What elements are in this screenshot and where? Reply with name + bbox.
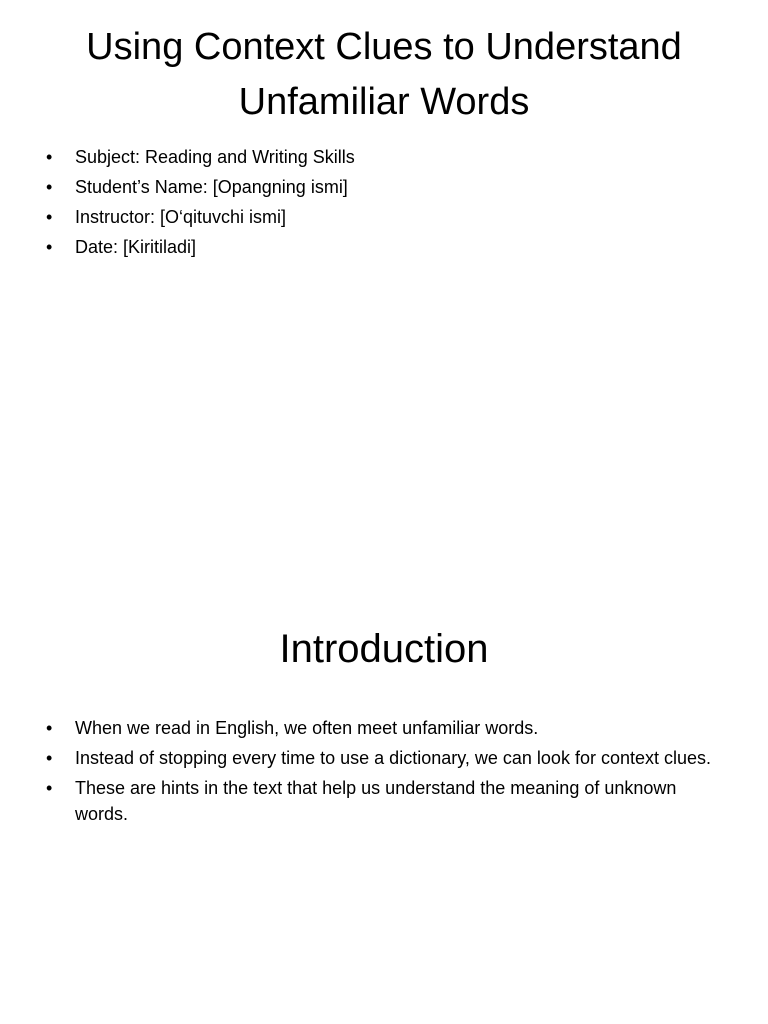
slide-introduction — [0, 600, 768, 1024]
bullet-text: Student’s Name: [Opangning ismi] — [75, 177, 348, 197]
slide-title: Using Context Clues to Understand Unfamiliar Words — [86, 26, 682, 123]
bullet-text: Instead of stopping every time to use a dictionary, we can look for context clues. — [75, 748, 712, 768]
bullet-list — [0, 715, 768, 827]
bullet-text: When we read in English, we often meet unfamiliar words. — [75, 718, 539, 738]
bullet-icon: • — [46, 177, 53, 197]
list-item — [46, 174, 724, 200]
bullet-icon: • — [46, 237, 53, 257]
bullet-icon: • — [46, 718, 53, 738]
list-item — [46, 715, 724, 741]
bullet-icon: • — [46, 748, 53, 768]
bullet-icon: • — [46, 147, 53, 167]
bullet-text: Instructor: [O‘qituvchi ismi] — [75, 207, 287, 227]
bullet-text: Subject: Reading and Writing Skills — [75, 147, 355, 167]
list-item — [46, 234, 724, 260]
bullet-icon: • — [46, 778, 53, 798]
bullet-icon: • — [46, 207, 53, 227]
list-item — [46, 204, 724, 230]
list-item — [46, 745, 724, 771]
list-item — [46, 775, 724, 827]
bullet-list — [0, 144, 768, 260]
bullet-text: These are hints in the text that help us understand the meaning of unknown words. — [75, 778, 677, 824]
list-item — [46, 144, 724, 170]
bullet-text: Date: [Kiritiladi] — [75, 237, 197, 257]
slide-title: Introduction — [279, 627, 489, 671]
